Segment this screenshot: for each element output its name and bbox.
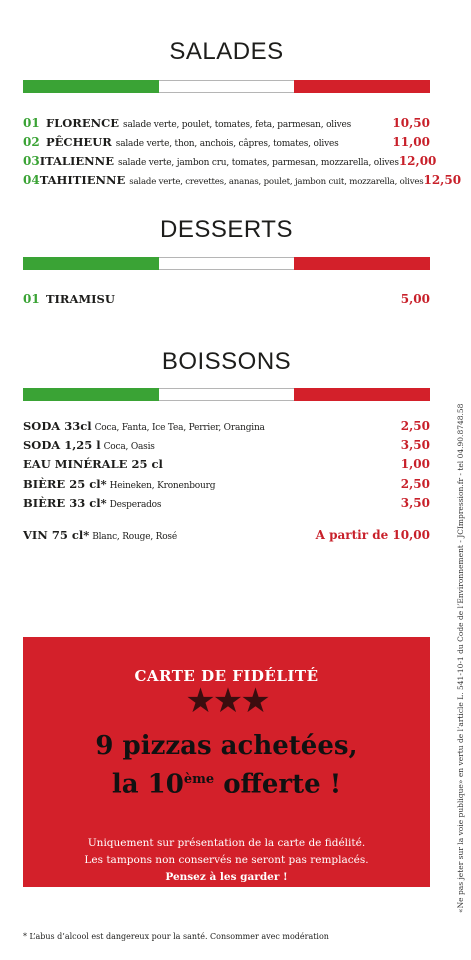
offer-line-2: [23, 763, 430, 802]
italian-flag-divider: [23, 80, 430, 93]
drink-name: SODA 1,25 l: [23, 438, 101, 452]
item-number: 03: [23, 154, 40, 168]
loyalty-notes: [23, 835, 430, 903]
drink-item: [23, 438, 430, 456]
loyalty-offer: [23, 729, 430, 802]
item-description: salade verte, thon, anchois, câpres, tomates, olives: [115, 139, 339, 149]
loyalty-card-banner: [23, 637, 430, 900]
item-name: ITALIENNE: [39, 154, 114, 168]
menu-item: [23, 116, 430, 134]
boissons-title: BOISSONS: [161, 348, 292, 375]
italian-flag-divider: [23, 257, 430, 270]
stars-icon: ★★★: [185, 681, 268, 721]
loyalty-note-highlight: Pensez à les garder !: [165, 871, 288, 883]
item-number: 01: [23, 292, 40, 306]
drink-price: 3,50: [400, 438, 430, 452]
drink-item: [23, 528, 430, 546]
item-name: TIRAMISU: [46, 292, 115, 306]
item-number: 01: [23, 116, 40, 130]
item-price: 5,00: [400, 292, 430, 306]
alcohol-disclaimer: * L’abus d’alcool est dangereux pour la santé. Consommer avec modération: [23, 932, 329, 941]
drink-price: 2,50: [400, 477, 430, 491]
loyalty-note: Les tampons non conservés ne seront pas remplacés.: [84, 854, 369, 866]
menu-item: [23, 135, 430, 153]
drink-description: Coca, Fanta, Ice Tea, Perrier, Orangina: [94, 423, 265, 433]
offer-line-2-suffix: offerte !: [214, 769, 342, 800]
drink-price: 2,50: [400, 419, 430, 433]
loyalty-card-title: CARTE DE FIDÉLITÉ: [134, 667, 319, 685]
menu-item: [23, 154, 437, 172]
italian-flag-divider: [23, 388, 430, 401]
drink-price: 3,50: [400, 496, 430, 510]
drink-price: 1,00: [400, 457, 430, 471]
offer-line-2-prefix: la 10: [111, 769, 184, 800]
drink-description: Coca, Oasis: [103, 442, 155, 452]
drink-price: A partir de 10,00: [315, 528, 430, 542]
item-name: TAHITIENNE: [39, 173, 126, 187]
item-description: salade verte, jambon cru, tomates, parmesan, mozzarella, olives: [117, 158, 399, 168]
item-description: salade verte, poulet, tomates, feta, parmesan, olives: [123, 120, 352, 130]
item-description: salade verte, crevettes, ananas, poulet, jambon cuit, mozzarella, olives: [129, 177, 424, 187]
item-number: 04: [23, 173, 40, 187]
legal-side-note: «Ne pas jeter sur la voie publique» en vertu de l’article L. 541-10-1 du Code de l’Environnement - JCImpression.fr - tel 04.90.8748.58: [456, 403, 465, 913]
item-number: 02: [23, 135, 40, 149]
menu-item: [23, 292, 430, 310]
salades-title: SALADES: [169, 38, 284, 65]
item-price: 12,00: [398, 154, 437, 168]
drink-description: Desperados: [109, 500, 162, 510]
item-price: 12,50: [423, 173, 462, 187]
offer-line-2-superscript: ème: [183, 772, 215, 787]
drink-item: [23, 496, 430, 514]
loyalty-note: La pizza offerte, commandée seule, ne fera pas l’objet d’une livraison.: [39, 888, 414, 900]
drink-name: BIÈRE 25 cl*: [23, 477, 107, 491]
drink-item: [23, 477, 430, 495]
item-price: 11,00: [392, 135, 430, 149]
drink-item: [23, 419, 430, 437]
drink-name: SODA 33cl: [23, 419, 92, 433]
desserts-title: DESSERTS: [160, 216, 293, 243]
drink-item: [23, 457, 430, 475]
drink-description: Blanc, Rouge, Rosé: [92, 532, 177, 542]
menu-item: [23, 173, 462, 191]
drink-name: BIÈRE 33 cl*: [23, 496, 107, 510]
item-name: FLORENCE: [46, 116, 120, 130]
drink-name: EAU MINÉRALE 25 cl: [23, 457, 163, 471]
drink-name: VIN 75 cl*: [23, 528, 90, 542]
offer-line-1: 9 pizzas achetées,: [95, 731, 358, 761]
item-name: PÊCHEUR: [46, 135, 112, 149]
item-price: 10,50: [392, 116, 430, 130]
loyalty-note: Uniquement sur présentation de la carte de fidélité.: [87, 837, 366, 849]
drink-description: Heineken, Kronenbourg: [109, 481, 216, 491]
